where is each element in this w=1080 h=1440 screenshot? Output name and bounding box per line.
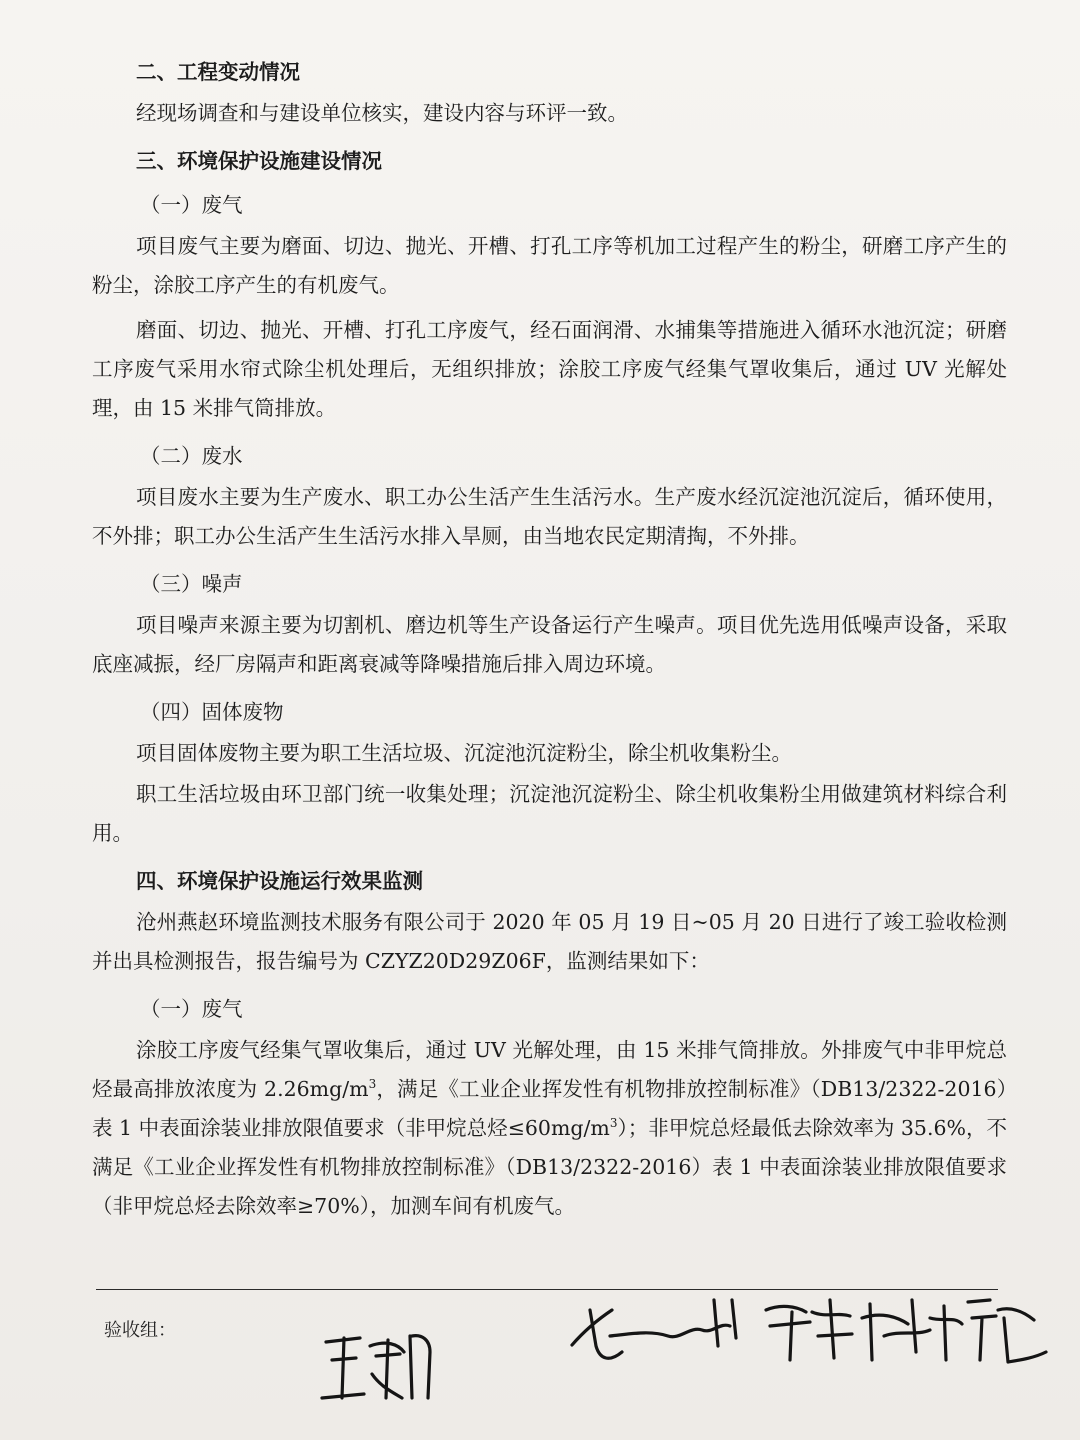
section-4-gas-paragraph xyxy=(92,1031,1007,1226)
superscript-3: 3 xyxy=(609,1116,618,1131)
footer-rule xyxy=(96,1289,998,1290)
section-3-gas-paragraph-2: 磨面、切边、抛光、开槽、打孔工序废气，经石面润滑、水捕集等措施进入循环水池沉淀；研磨工序废气采用水帘式除尘机处理后，无组织排放；涂胶工序废气经集气罩收集后，通过 UV 光解处理，由 15 米排气筒排放。 xyxy=(92,318,1007,420)
section-3-water-title: （二）废水 xyxy=(140,444,243,468)
section-4-paragraph: 沧州燕赵环境监测技术服务有限公司于 2020 年 05 月 19 日~05 月 20 日进行了竣工验收检测并出具检测报告，报告编号为 CZYZ20D29Z06F，监测结果如下： xyxy=(92,910,1007,973)
section-3-gas-title: （一）废气 xyxy=(140,193,243,217)
signature-3 xyxy=(862,1300,962,1360)
section-3-solid-paragraph-1: 项目固体废物主要为职工生活垃圾、沉淀池沉淀粉尘，除尘机收集粉尘。 xyxy=(136,741,792,765)
gas-text-part-3: ）；非甲烷总烃最低去除效率为 35.6%，不满足《工业企业挥发性有机物排放控制标准》（DB13/2322-2016）表 1 中表面涂装业排放限值要求（非甲烷总烃去除效率≥70%），加测车间有机废气。 xyxy=(92,1116,1008,1218)
section-4-gas-title: （一）废气 xyxy=(140,997,243,1021)
signature-1 xyxy=(572,1300,736,1358)
section-3-gas-paragraph-1: 项目废气主要为磨面、切边、抛光、开槽、打孔工序等机加工过程产生的粉尘，研磨工序产生的粉尘，涂胶工序产生的有机废气。 xyxy=(92,234,1007,297)
gas-text-part-1: 涂胶工序废气经集气罩收集后，通过 UV 光解处理，由 15 米排气筒排放。外排废气中非甲烷总烃最高排放浓度为 2.26mg/m xyxy=(92,1038,1007,1101)
section-2-title: 二、工程变动情况 xyxy=(136,60,300,84)
section-3-title: 三、环境保护设施建设情况 xyxy=(136,149,382,173)
section-2-paragraph: 经现场调查和与建设单位核实，建设内容与环评一致。 xyxy=(136,101,628,125)
gas-text-part-2: ，满足《工业企业挥发性有机物排放控制标准》（DB13/2322-2016）表 1 中表面涂装业排放限值要求（非甲烷总烃≤60mg/m xyxy=(92,1077,1007,1140)
section-3-noise-title: （三）噪声 xyxy=(140,572,243,596)
section-3-solid-title: （四）固体废物 xyxy=(140,700,284,724)
signature-2 xyxy=(766,1300,852,1360)
section-3-water-paragraph: 项目废水主要为生产废水、职工办公生活产生生活污水。生产废水经沉淀池沉淀后，循环使用，不外排；职工办公生活产生生活污水排入旱厕，由当地农民定期清掏，不外排。 xyxy=(92,485,1007,548)
document-body xyxy=(92,50,1007,1232)
section-3-solid-paragraph-2: 职工生活垃圾由环卫部门统一收集处理；沉淀池沉淀粉尘、除尘机收集粉尘用做建筑材料综合利用。 xyxy=(92,782,1007,845)
acceptance-group-label: 验收组： xyxy=(104,1320,176,1341)
section-3-noise-paragraph: 项目噪声来源主要为切割机、磨边机等生产设备运行产生噪声。项目优先选用低噪声设备，采取底座减振，经厂房隔声和距离衰减等降噪措施后排入周边环境。 xyxy=(92,613,1007,676)
signature-5 xyxy=(322,1336,430,1398)
superscript-3: 3 xyxy=(368,1077,377,1092)
signature-4 xyxy=(968,1300,1046,1362)
section-4-title: 四、环境保护设施运行效果监测 xyxy=(136,869,423,893)
